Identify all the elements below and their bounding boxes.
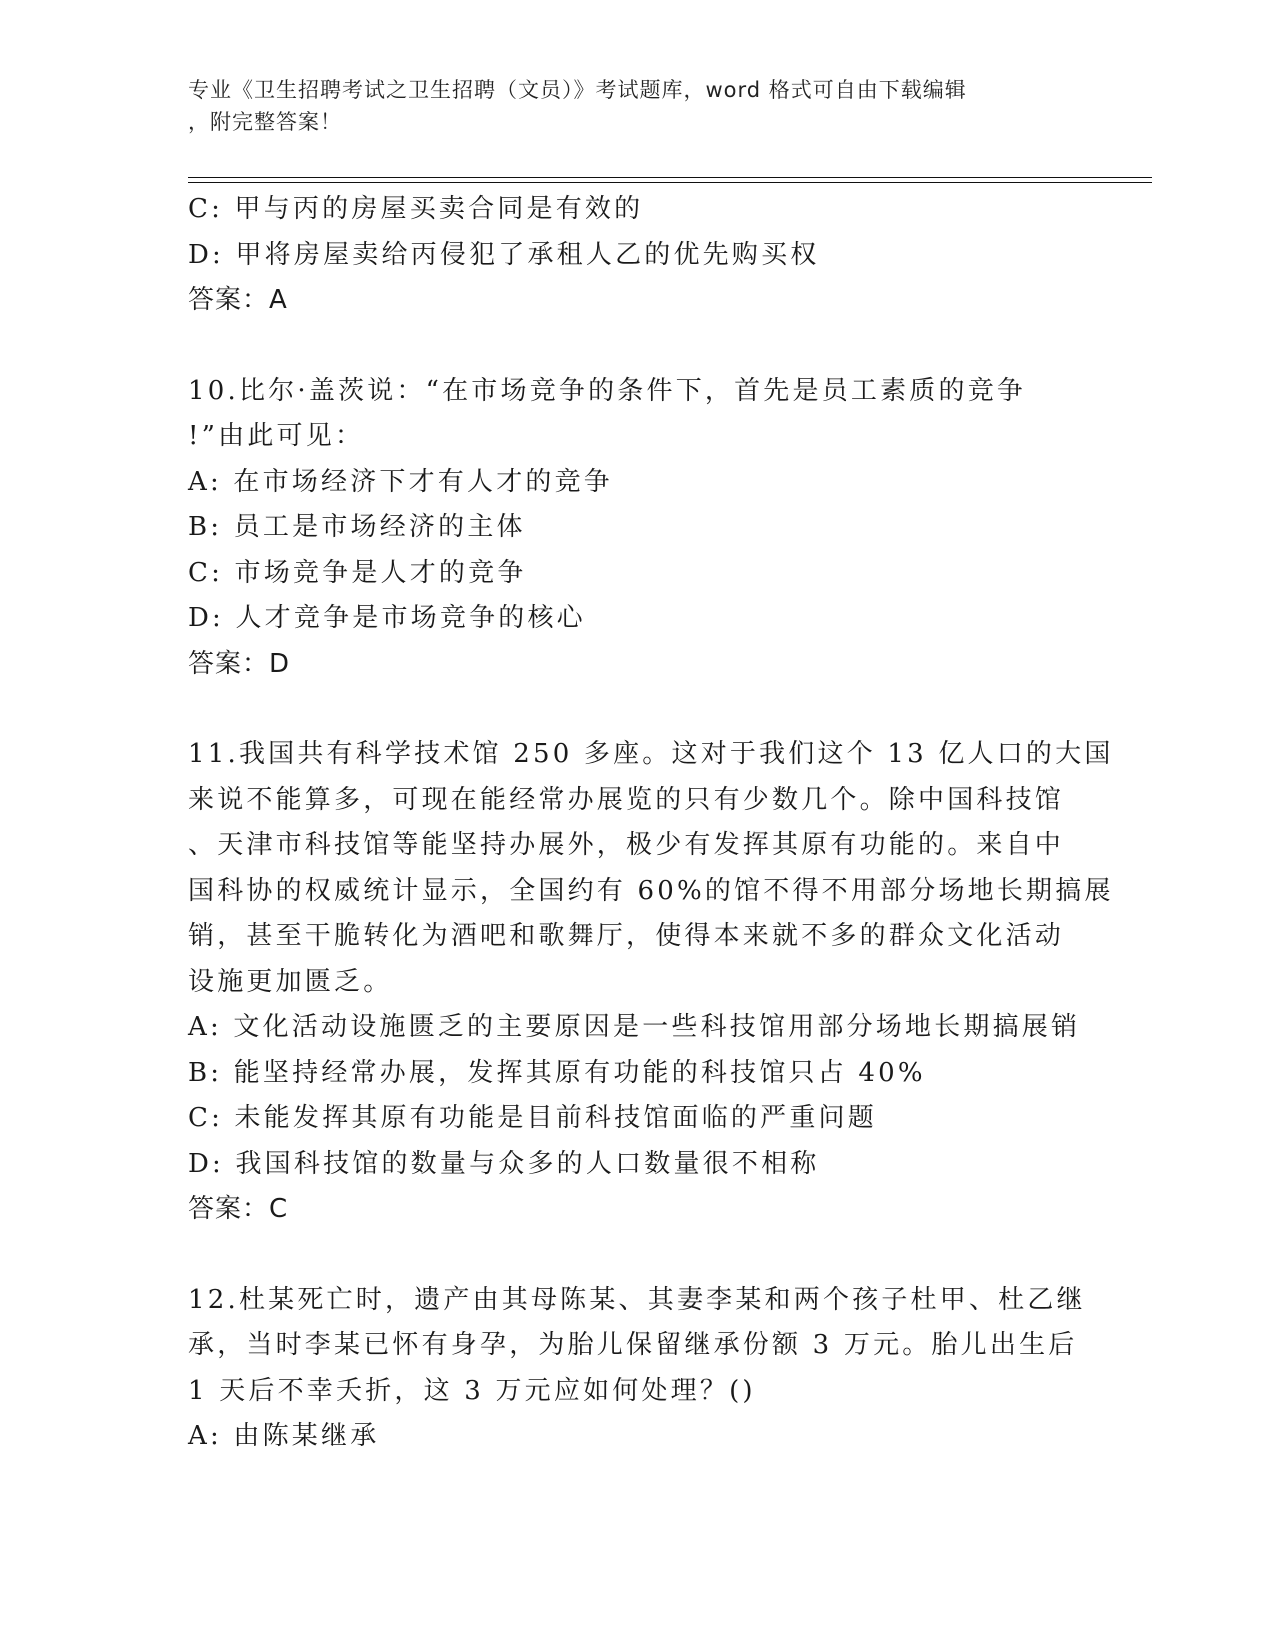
q11-option-d: D: 我国科技馆的数量与众多的人口数量很不相称 — [188, 1148, 820, 1179]
q11-stem-line-1: 11.我国共有科学技术馆 250 多座。这对于我们这个 13 亿人口的大国 — [188, 739, 1114, 769]
header-line-1: 专业《卫生招聘考试之卫生招聘（文员）》考试题库，word 格式可自由下载编辑 — [188, 78, 967, 102]
q12-stem-line-2: 承，当时李某已怀有身孕，为胎儿保留继承份额 3 万元。胎儿出生后 — [188, 1330, 1078, 1360]
document-header — [188, 74, 1068, 138]
question-10 — [188, 369, 1088, 688]
q10-option-d: D: 人才竞争是市场竞争的核心 — [188, 603, 586, 633]
q12-stem-line-1: 12.杜某死亡时，遗产由其母陈某、其妻李某和两个孩子杜甲、杜乙继 — [188, 1284, 1086, 1315]
q12-stem-line-3: 1 天后不幸夭折，这 3 万元应如何处理？() — [188, 1375, 756, 1406]
q10-option-a: A: 在市场经济下才有人才的竞争 — [188, 466, 614, 497]
q11-stem-line-4: 国科协的权威统计显示，全国约有 60%的馆不得不用部分场地长期搞展 — [188, 875, 1114, 906]
q10-option-b: B: 员工是市场经济的主体 — [188, 512, 526, 542]
spacer — [188, 1233, 1088, 1278]
q11-stem-line-5: 销，甚至干脆转化为酒吧和歌舞厅，使得本来就不多的群众文化活动 — [188, 921, 1065, 951]
spacer — [188, 687, 1088, 732]
question-content — [188, 187, 1114, 1460]
q11-stem-line-6: 设施更加匮乏。 — [188, 966, 393, 997]
q10-option-c: C: 市场竞争是人才的竞争 — [188, 557, 527, 588]
q11-answer: 答案：C — [188, 1194, 289, 1224]
question-11 — [188, 732, 1114, 1233]
q9-answer: 答案：A — [188, 285, 288, 315]
q11-option-a: A: 文化活动设施匮乏的主要原因是一些科技馆用部分场地长期搞展销 — [188, 1012, 1081, 1042]
q10-stem-line-1: 10.比尔·盖茨说：“在市场竞争的条件下，首先是员工素质的竞争 — [188, 375, 1027, 406]
question-9-tail — [188, 187, 1088, 324]
q11-option-c: C: 未能发挥其原有功能是目前科技馆面临的严重问题 — [188, 1103, 877, 1133]
q10-answer: 答案：D — [188, 648, 291, 679]
q11-stem-line-3: 、天津市科技馆等能坚持办展外，极少有发挥其原有功能的。来自中 — [188, 830, 1065, 860]
q10-stem-line-2: !”由此可见： — [188, 421, 365, 451]
q12-option-a: A: 由陈某继承 — [188, 1421, 380, 1451]
header-divider-top — [188, 177, 1152, 178]
q11-stem-line-2: 来说不能算多，可现在能经常办展览的只有少数几个。除中国科技馆 — [188, 784, 1065, 815]
q9-option-c: C: 甲与丙的房屋买卖合同是有效的 — [188, 194, 644, 224]
spacer — [188, 324, 1088, 369]
header-divider-bottom — [188, 182, 1152, 183]
q9-option-d: D: 甲将房屋卖给丙侵犯了承租人乙的优先购买权 — [188, 239, 820, 270]
header-line-2: ，附完整答案！ — [188, 110, 342, 134]
q11-option-b: B: 能坚持经常办展，发挥其原有功能的科技馆只占 40% — [188, 1057, 926, 1088]
question-12 — [188, 1278, 1088, 1460]
